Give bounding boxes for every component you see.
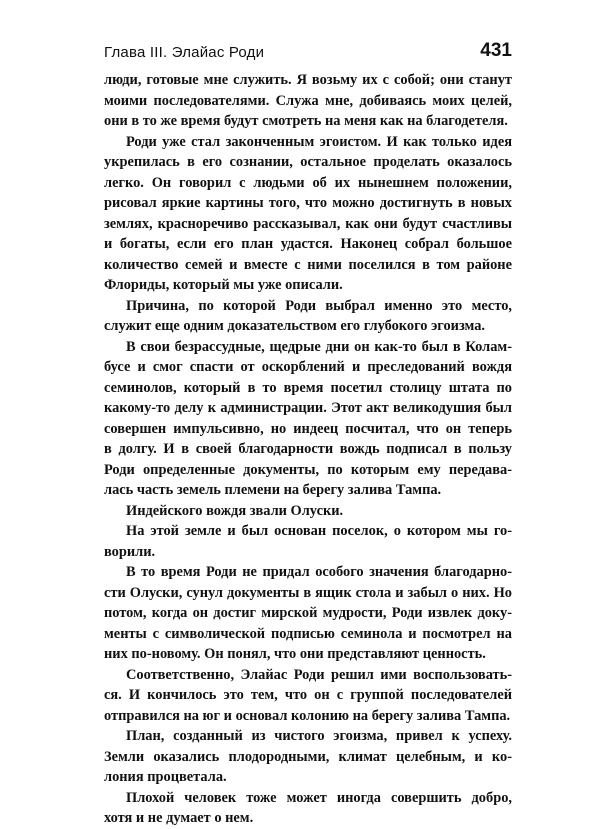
text-line: них по-новому. Он понял, что они представляют ценность. <box>104 646 486 662</box>
text-line: лония процветала. <box>104 769 227 785</box>
text-line: Земли оказались плодородными, климат целебным, и ко- <box>104 748 512 765</box>
text-line: менты с символической подписью семинола и посмотрел на <box>104 625 512 642</box>
text-line: в долгу. И в своей благодарности вождь подписал в пользу <box>104 441 512 457</box>
paragraph <box>104 726 512 788</box>
text-line: какому-то делу к администрации. Этот акт великодушия был <box>104 400 512 416</box>
text-line: ворили. <box>104 543 156 560</box>
text-line: Соответственно, Элайас Роди решил ими воспользовать- <box>126 666 512 683</box>
text-line: бусе и смог спасти от оскорблений и преследований вождя <box>104 359 512 375</box>
text-line: легко. Он говорил с людьми об их нынешнем положении, <box>104 174 512 191</box>
text-line: сти Олуски, сунул документы в ящик стола и забыл о них. Но <box>104 584 512 601</box>
text-line: моими последователями. Служа мне, добиваясь моих целей, <box>104 92 512 109</box>
paragraph <box>104 337 512 501</box>
running-header <box>104 40 512 64</box>
text-line: совершен импульсивно, но индеец посчитал, что он теперь <box>104 420 512 437</box>
text-line: семинолов, который в то время посетил столицу штата по <box>104 379 512 396</box>
paragraph <box>104 562 512 665</box>
paragraph <box>104 501 512 522</box>
paragraph <box>104 70 512 132</box>
text-line: рисовал яркие картины того, что можно достигнуть в новых <box>104 195 512 211</box>
text-line: Причина, по которой Роди выбрал именно это место, <box>126 297 512 314</box>
text-line: укрепилась в его сознании, остальное проделать оказалось <box>104 154 512 170</box>
text-line: землях, красноречиво рассказывал, как они будут счастливы <box>104 215 512 232</box>
page-number: 431 <box>480 40 512 61</box>
text-line: На этой земле и был основан поселок, о котором мы го- <box>126 523 512 539</box>
text-line: Плохой человек тоже может иногда совершить добро, <box>126 789 512 806</box>
text-line: отправился на юг и основал колонию на берегу залива Тампа. <box>104 707 511 724</box>
text-line: они в то же время будут смотреть на меня как на благодетеля. <box>104 113 508 129</box>
text-line: Индейского вождя звали Олуски. <box>126 502 344 519</box>
text-line: количество семей и вместе с ними поселился в том районе <box>104 256 512 273</box>
text-line: служит еще одним доказательством его глубокого эгоизма. <box>104 318 486 334</box>
text-line: потом, когда он достиг мирской мудрости, Роди извлек доку- <box>104 605 512 621</box>
paragraph <box>104 521 512 562</box>
text-line: ся. И кончилось это тем, что он с группой последователей <box>104 687 512 703</box>
page-body-text <box>104 70 512 829</box>
text-line: План, созданный из чистого эгоизма, привел к успеху. <box>126 728 512 744</box>
text-line: Роди определенные документы, по которым ему передава- <box>104 461 512 478</box>
paragraph <box>104 132 512 296</box>
text-line: люди, готовые мне служить. Я возьму их с собой; они станут <box>104 72 512 88</box>
chapter-title: Глава III. Элайас Роди <box>104 44 265 61</box>
text-line: Роди уже стал законченным эгоистом. И как только идея <box>126 133 512 150</box>
text-line: В то время Роди не придал особого значения благодарно- <box>126 564 512 580</box>
text-line: хотя и не думает о нем. <box>104 810 254 826</box>
paragraph <box>104 665 512 727</box>
text-line: и богаты, если его план удастся. Наконец собрал большое <box>104 236 512 252</box>
paragraph <box>104 296 512 337</box>
text-line: Флориды, который мы уже описали. <box>104 277 343 293</box>
text-line: В свои безрассудные, щедрые дни он как-то был в Колам- <box>126 338 512 355</box>
text-line: лась часть земель племени на берегу залива Тампа. <box>104 482 442 498</box>
paragraph <box>104 788 512 829</box>
